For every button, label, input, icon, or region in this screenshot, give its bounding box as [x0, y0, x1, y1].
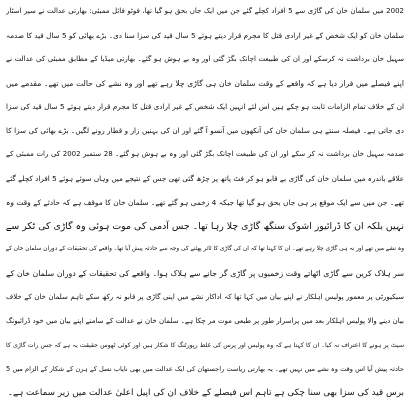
article-line-16: حادثہ پیش آیا اس وقت وہ نشے میں نہیں تھے۔ یہ بھارتی ریاست راجستھان کی ایک عدالت میں بھی نایاب نسل کے ہرن کے شکار کے الزام میں 5 — [6, 364, 404, 373]
article-line-4: اپنے فیصلے میں قرار دیا ہے کہ واقعے کے وقت سلمان خان ہی گاڑی چلا رہے تھے اور وہ نشے کی حالت میں تھے۔ مقدمے میں — [6, 78, 404, 88]
article-line-17: برس قید کی سزا بھی سنا چکی ہے تاہم اس فیصلے کے خلاف ان کی اپیل اعلیٰ عدالت میں زیر سماعت ہے۔ — [7, 387, 404, 398]
article-line-5: ان کے خلاف تمام الزامات ثابت ہو چکے ہیں اس لئے انہیں ایک شخص کے غیر ارادی قتل کا مجرم قرار دیتے ہوئے 5 سال قید کی سزا — [6, 102, 404, 112]
article-line-1: 2002 میں سلمان خان کی گاڑی سے 5 افراد کچلے گئے جن میں ایک جاں بحق ہو گیا تھا، فوٹو فائل ممبئی: بھارتی عدالت نے سپر اسٹار — [6, 7, 404, 15]
article-line-3: سہیل خان برداشت نہ کرسکے اور ان کی طبیعت اچانک بگڑ گئی اور وہ بے ہوش ہو گئے۔ بھارتی میڈیا کے مطابق ممبئی کی عدالت نے — [6, 54, 404, 63]
article-body — [6, 0, 404, 405]
article-line-2: سلمان خان کو ایک شخص کے غیر ارادی قتل کا مجرم قرار دیتے ہوئے 5 سال قید کی سزا سنا دی۔ بڑے بھائی کو 5 سال قید کا صدمہ — [6, 30, 404, 40]
article-line-15: سیٹ پر ہونے کا اعتراف نہ کیا۔ ان کا کہنا ہے کہ وہ پولیس اور پرس کی غلط رپورٹنگ کا شکار ہیں اور کوئی ٹھوس حقیقت یہ ہے کہ جس رات گاڑی کا — [6, 341, 404, 349]
article-line-8: علاقے باندرہ میں سلمان خان کی گاڑی بے قابو ہو کر فٹ پاتھ پر چڑھ گئی تھی جس کے نتیجے میں وہاں سوئے ہوئے 5 افراد کچلے گئے — [6, 173, 404, 183]
article-line-12: سر ہلاک کرین سے گاڑی اٹھاتے وقت زخمیوں پر گاڑی گر جانے سے ہلاک ہوا۔ واقعے کی تحقیقات کے دوران سلمان خان کے — [6, 269, 404, 279]
article-line-6: دی جاتی ہے۔ فیصلہ سنتے ہی سلمان خان کی آنکھوں میں آنسو آ گئے اور ان کی بہنیں زار و قطار رونے لگیں۔ بڑے بھائی کی سزا کا — [6, 126, 404, 136]
article-line-13: سیکیورٹی پر معمور پولیس اہلکار نے اپنے بیان میں کہا تھا کہ اداکار نشے میں اپنی گاڑی پر قابو نہ رکھ سکے تاہم سلمان خان کے خلاف — [6, 293, 404, 302]
article-line-10: نہیں بلکہ ان کا ڈرائیور اشوک سنگھ گاڑی چلا رہا تھا۔ جس آدمی کی موت ہوئی وہ گاڑی کی ٹکر سے — [6, 220, 404, 232]
article-line-9: تھے۔ جن میں سے ایک موقع پر ہی جاں بحق ہو گیا تھا جبکہ 4 زخمی ہو گئے تھے۔ سلمان خان کا موقف ہے کہ حادثے کے وقت وہ — [6, 197, 404, 207]
article-line-11: وہ نشے میں تھے اور نہ ہی گاڑی چلا رہے تھے۔ ان کا کہنا تھا کہ ان کی گاڑی کا ٹائر پھٹنے کی وجہ سے حادثہ پیش آیا تھا۔ واقعے کی تحقیقات کے دوران سلمان خان کے — [6, 246, 404, 253]
article-line-14: بیان دینے والا پولیس اہلکار بعد میں پراسرار طور پر طبعی موت مر چکا ہے۔ سلمان خان نے عدالت کے سامنے اپنے بیان میں خود ڈرائیونگ — [6, 316, 404, 325]
article-line-7: صدمہ سہیل خان برداشت نہ کر سکے اور ان کی طبیعت اچانک بگڑ گئی اور وہ بے ہوش ہو گئے۔ 28 ستمبر 2002 کی رات ممبئی کے — [6, 150, 404, 159]
